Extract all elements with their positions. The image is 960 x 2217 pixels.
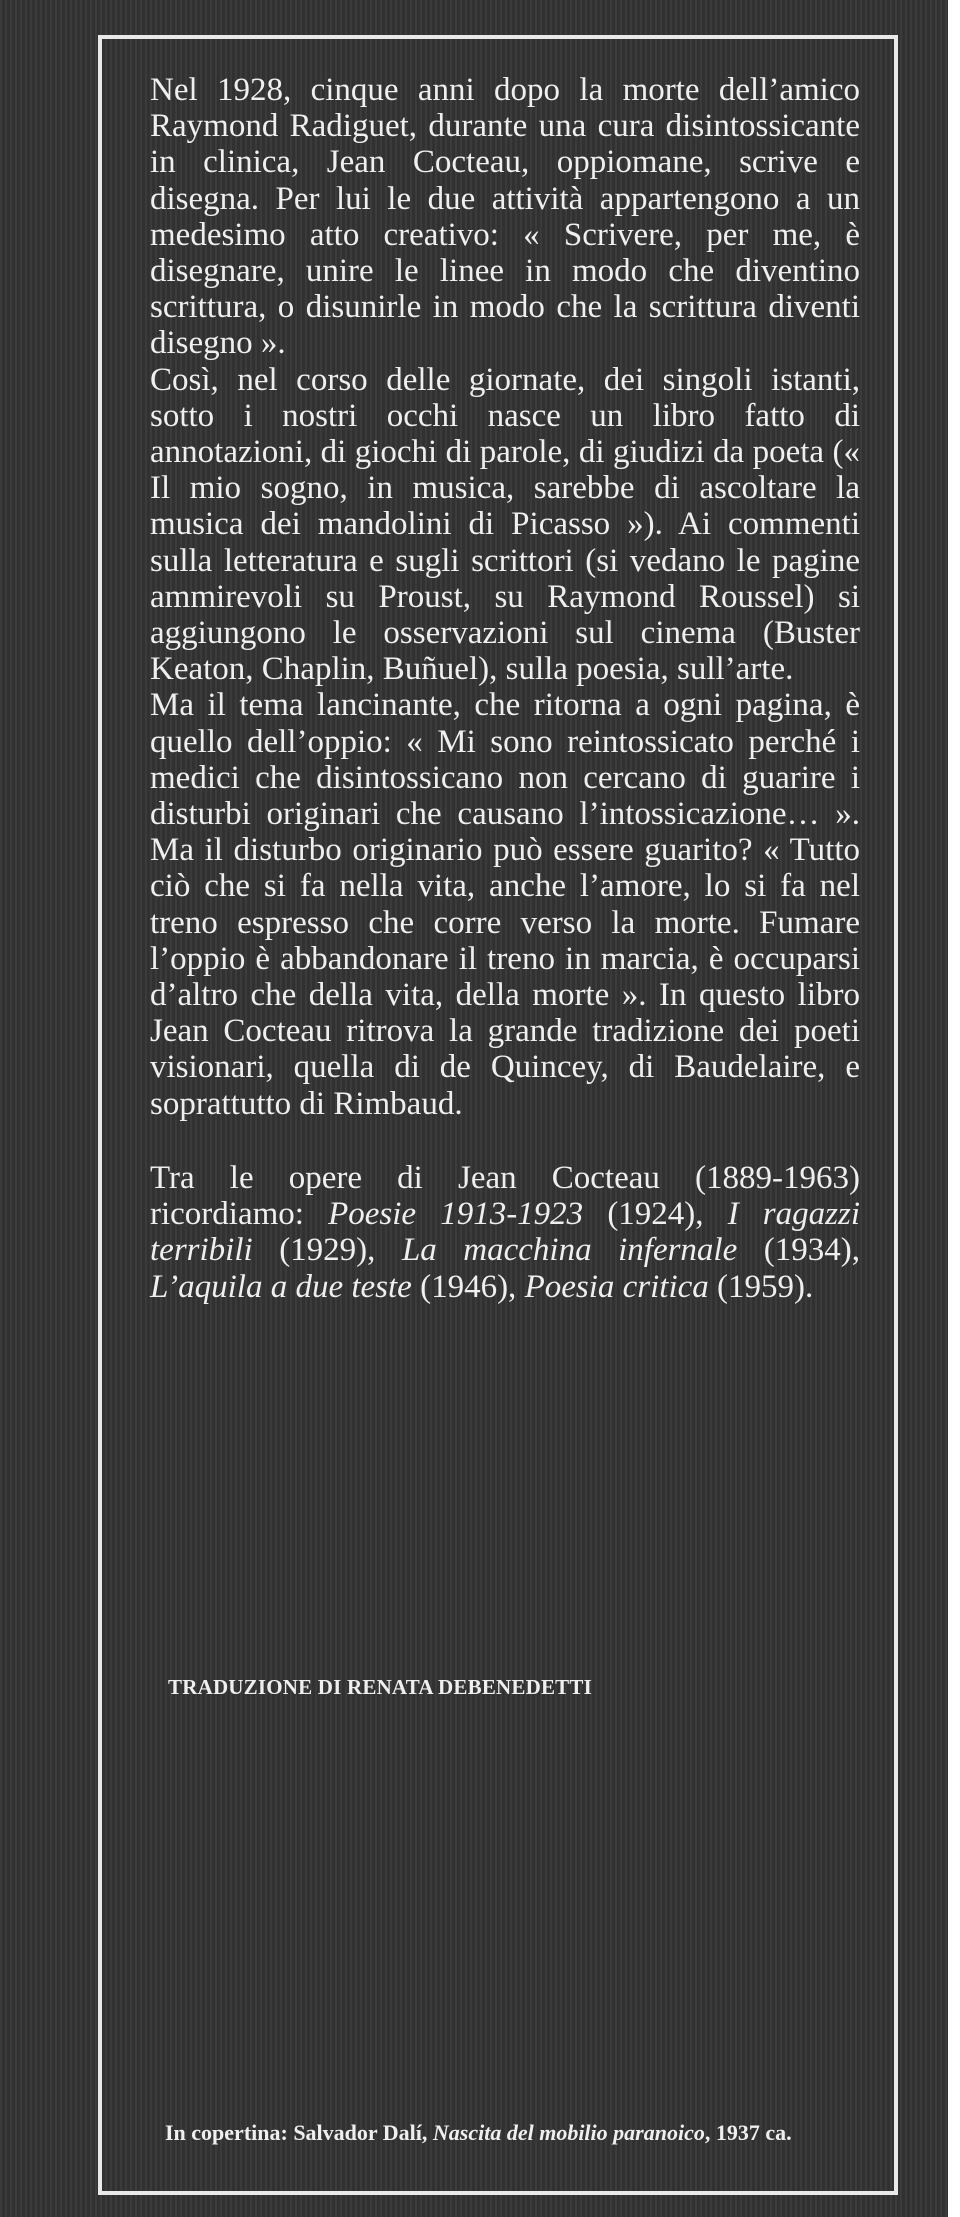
work-year-2: (1929), (252, 1232, 402, 1269)
synopsis-paragraph-2: Così, nel corso delle giornate, dei singoli istanti, sotto i nostri occhi nasce un libro fatto di annotazioni, di giochi di parole, di giudizi da poeta (« Il mio sogno, in musica, sarebbe di ascoltare la musica dei mandolini di Picasso »). Ai commenti sulla letteratura e sugli scrittori (si vedano le pagine ammirevoli su Proust, su Raymond Roussel) si aggiungono le osservazioni sul cinema (Buster Keaton, Chaplin, Buñuel), sulla poesia, sull’arte. (150, 361, 860, 688)
work-title-4: L’aquila a due teste (150, 1268, 412, 1305)
cover-art-credit (165, 2120, 792, 2146)
bio-intro: Tra le opere di Jean Cocteau (1889-1963) ricordiamo: (150, 1159, 860, 1233)
work-title-5: Poesia critica (524, 1268, 709, 1305)
synopsis-paragraph-3: Ma il tema lancinante, che ritorna a ogni pagina, è quello dell’oppio: « Mi sono reintossicato perché i medici che disintossicano non cercano di guarire i disturbi originari che causano l’intossicazione… ». Ma il disturbo originario può essere guarito? « Tutto ciò che si fa nella vita, anche l’amore, lo si fa nel treno espresso che corre verso la morte. Fumare l’oppio è abbandonare il treno in marcia, è occuparsi d’altro che della vita, della morte ». In questo libro Jean Cocteau ritrova la grande tradizione dei poeti visionari, quella di de Quincey, di Baudelaire, e soprattutto di Rimbaud. (150, 687, 860, 1122)
author-bio (150, 1160, 860, 1305)
work-title-1: Poesie 1913-1923 (328, 1196, 584, 1233)
work-title-3: La macchina infernale (401, 1232, 738, 1269)
blurb-text (150, 72, 860, 1305)
cover-credit-artwork: Nascita del mobilio paranoico (432, 2120, 705, 2145)
synopsis-paragraph-1: Nel 1928, cinque anni dopo la morte dell’amico Raymond Radiguet, durante una cura disintossicante in clinica, Jean Cocteau, oppiomane, scrive e disegna. Per lui le due attività appartengono a un medesimo atto creativo: « Scrivere, per me, è disegnare, unire le linee in modo che diventino scrittura, o disunirle in modo che la scrittura diventi disegno ». (150, 72, 860, 362)
work-year-1: (1924), (583, 1196, 728, 1233)
cover-credit-suffix: , 1937 ca. (704, 2120, 792, 2145)
work-year-4: (1946), (411, 1268, 525, 1305)
cover-credit-prefix: In copertina: Salvador Dalí, (165, 2120, 433, 2145)
translation-credit: TRADUZIONE DI RENATA DEBENEDETTI (168, 1675, 592, 1699)
work-year-5: (1959). (708, 1268, 814, 1305)
work-title-2: I ragazzi terribili (150, 1196, 861, 1269)
work-year-3: (1934), (737, 1232, 860, 1269)
